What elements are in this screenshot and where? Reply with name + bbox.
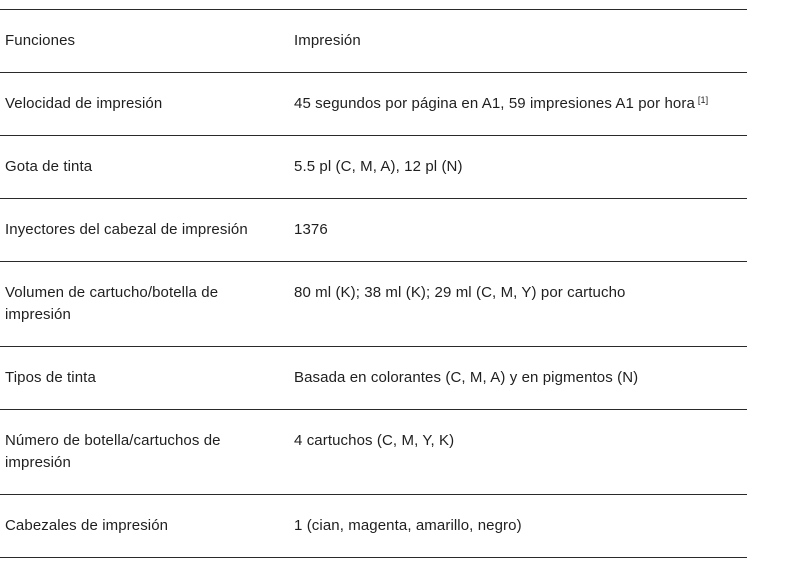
table-row	[0, 10, 747, 73]
row-value: 5.5 pl (C, M, A), 12 pl (N)	[294, 158, 463, 175]
row-label: Cabezales de impresión	[5, 517, 169, 534]
row-value: Basada en colorantes (C, M, A) y en pigmentos (N)	[294, 369, 639, 386]
table-row	[0, 136, 747, 199]
row-value: 80 ml (K); 38 ml (K); 29 ml (C, M, Y) por cartucho	[294, 284, 626, 301]
table-row	[0, 199, 747, 262]
row-label: Funciones	[5, 32, 76, 49]
table-row	[0, 347, 747, 410]
row-value: 1 (cian, magenta, amarillo, negro)	[294, 517, 522, 534]
row-label: Número de botella/cartuchos de impresión	[5, 432, 221, 471]
row-label: Tipos de tinta	[5, 369, 96, 386]
row-value: 45 segundos por página en A1, 59 impresiones A1 por hora [1]	[294, 95, 709, 112]
row-label: Velocidad de impresión	[5, 95, 163, 112]
row-value: Impresión	[294, 32, 361, 49]
row-label: Gota de tinta	[5, 158, 93, 175]
row-label: Inyectores del cabezal de impresión	[5, 221, 248, 238]
table-row	[0, 73, 747, 136]
table-row	[0, 495, 747, 558]
footnote-reference[interactable]: [1]	[697, 95, 709, 105]
spec-table	[0, 9, 747, 558]
table-row	[0, 410, 747, 495]
row-label: Volumen de cartucho/botella de impresión	[5, 284, 219, 323]
table-row	[0, 262, 747, 347]
row-value: 4 cartuchos (C, M, Y, K)	[294, 432, 455, 449]
row-value: 1376	[294, 221, 328, 238]
